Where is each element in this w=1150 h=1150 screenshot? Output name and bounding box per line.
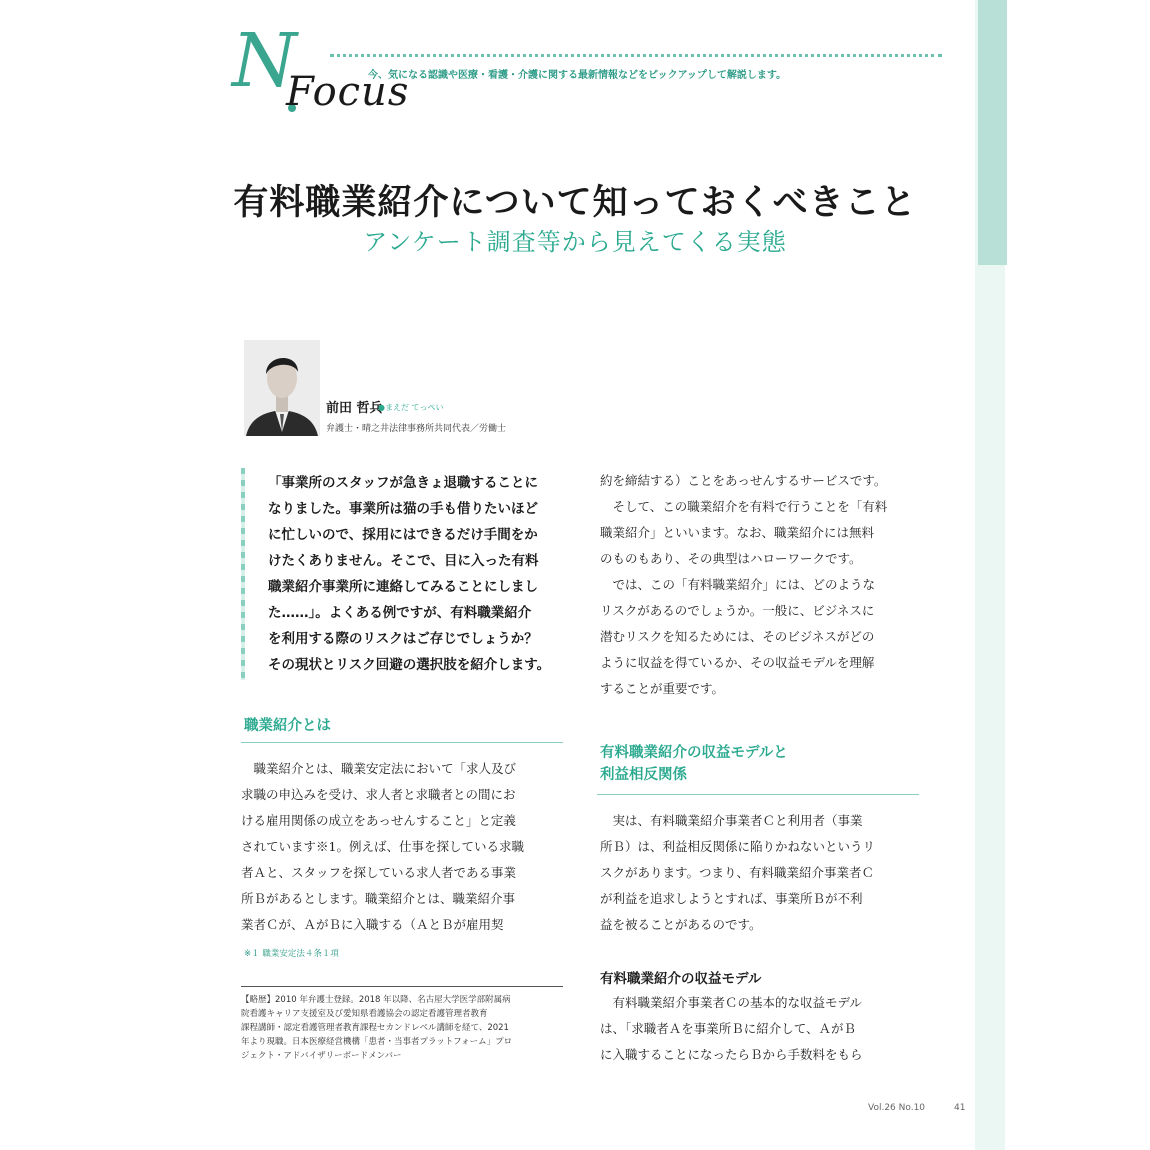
subheading-shueki-model: 有料職業紹介の収益モデル <box>600 971 762 987</box>
section-heading-rule <box>241 742 563 743</box>
lead-line: なりました。事業所は猫の手も借りたいほど <box>268 501 538 517</box>
body-line: 有料職業紹介事業者Ｃの基本的な収益モデル <box>600 995 862 1010</box>
body-line: されています※1。例えば、仕事を探している求職 <box>241 839 524 854</box>
body-line: 所Ｂ）は、利益相反関係に陥りかねないというリ <box>600 839 876 854</box>
right-column-body <box>600 468 887 702</box>
logo-n: N <box>232 18 297 104</box>
author-photo <box>244 340 320 436</box>
page-number: 41 <box>954 1103 966 1113</box>
author-role: 弁護士・晴之井法律事務所共同代表／労働士 <box>326 424 507 434</box>
lead-accent-bar <box>241 468 245 680</box>
body-line: 職業紹介」といいます。なお、職業紹介には無料 <box>600 525 875 540</box>
body-line: スクがあります。つまり、有料職業紹介事業者Ｃ <box>600 865 875 880</box>
lead-line: を利用する際のリスクはご存じでしょうか？ <box>268 631 538 647</box>
section-heading-rieki-soukan <box>600 742 788 786</box>
section1-body <box>241 756 524 938</box>
footnote: ※１ 職業安定法４条１項 <box>244 949 339 959</box>
body-line: することが重要です。 <box>600 681 725 696</box>
body-line: が利益を追求しようとすれば、事業所Ｂが不利 <box>600 891 863 906</box>
body-line: 約を締結する）ことをあっせんするサービスです。 <box>600 473 887 488</box>
body-line: そして、この職業紹介を有料で行うことを「有料 <box>600 499 888 514</box>
bio-line: 院看護キャリア支援室及び愛知県看護協会の認定看護管理者教育 <box>241 1009 488 1019</box>
body-line: 職業紹介とは、職業安定法において「求人及び <box>241 761 517 776</box>
lead-line: 職業紹介事業所に連絡してみることにしまし <box>268 579 538 595</box>
section3-body <box>600 990 863 1068</box>
bio-line: 年より現職。日本医療経営機構「患者・当事者プラットフォーム」プロ <box>241 1037 513 1047</box>
author-name: 前田 哲兵 <box>326 401 383 416</box>
lead-line: その現状とリスク回避の選択肢を紹介します。 <box>268 657 551 673</box>
body-line: のものもあり、その典型はハローワークです。 <box>600 551 862 566</box>
section-heading-shokugyo-shokai: 職業紹介とは <box>244 718 331 734</box>
body-line: 益を被ることがあるのです。 <box>600 917 762 932</box>
lead-paragraph <box>268 470 563 678</box>
body-line: 潜むリスクを知るためには、そのビジネスがどの <box>600 629 875 644</box>
section2-body <box>600 808 875 938</box>
lead-line: 「事業所のスタッフが急きょ退職することに <box>268 475 538 491</box>
lead-line: けたくありません。そこで、目に入った有料 <box>268 553 539 569</box>
header-tagline: 今、気になる認識や医療・看護・介護に関する最新情報などをピックアップして解説します。 <box>368 70 787 81</box>
bio-line: 【略歴】2010 年弁護士登録。2018 年以降、名古屋大学医学部附属病 <box>241 995 511 1005</box>
body-line: では、この「有料職業紹介」には、どのような <box>600 577 876 592</box>
header-dotted-rule <box>330 54 942 57</box>
body-line: リスクがあるのでしょうか。一般に、ビジネスに <box>600 603 875 618</box>
section-heading-rule <box>597 794 919 795</box>
body-line: 者Ａと、スタッフを探している求人者である事業 <box>241 865 517 880</box>
article-title: 有料職業紹介について知っておくべきこと <box>233 183 917 223</box>
body-line: ように収益を得ているか、その収益モデルを理解 <box>600 655 875 670</box>
lead-line: に忙しいので、採用にはできるだけ手間をか <box>268 527 538 543</box>
volume-number: Vol.26 No.10 <box>868 1103 926 1113</box>
body-line: 業者Ｃが、ＡがＢに入職する（ＡとＢが雇用契 <box>241 917 504 932</box>
body-line: 実は、有料職業紹介事業者Ｃと利用者（事業 <box>600 813 863 828</box>
article-subtitle: アンケート調査等から見えてくる実態 <box>363 228 787 256</box>
bio-line: 課程講師・認定看護管理者教育課程セカンドレベル講師を経て、2021 <box>241 1023 509 1033</box>
body-line: に入職することになったらＢから手数料をもら <box>600 1047 863 1062</box>
logo-focus: Focus <box>286 69 410 115</box>
section-heading-line: 有料職業紹介の収益モデルと <box>600 745 788 761</box>
author-kana: ●まえだ てっぺい <box>378 403 444 412</box>
body-line: 求職の申込みを受け、求人者と求職者との間にお <box>241 787 516 802</box>
lead-line: た……」。よくある例ですが、有料職業紹介 <box>268 605 532 621</box>
bio-line: ジェクト・アドバイザリーボードメンバー <box>241 1051 402 1061</box>
author-bio <box>241 993 571 1063</box>
bio-rule <box>241 986 563 987</box>
body-line: は、「求職者Ａを事業所Ｂに紹介して、ＡがＢ <box>600 1021 857 1036</box>
section-heading-line: 利益相反関係 <box>600 767 687 783</box>
body-line: 所Ｂがあるとします。職業紹介とは、職業紹介事 <box>241 891 516 906</box>
body-line: ける雇用関係の成立をあっせんすること」と定義 <box>241 813 516 828</box>
